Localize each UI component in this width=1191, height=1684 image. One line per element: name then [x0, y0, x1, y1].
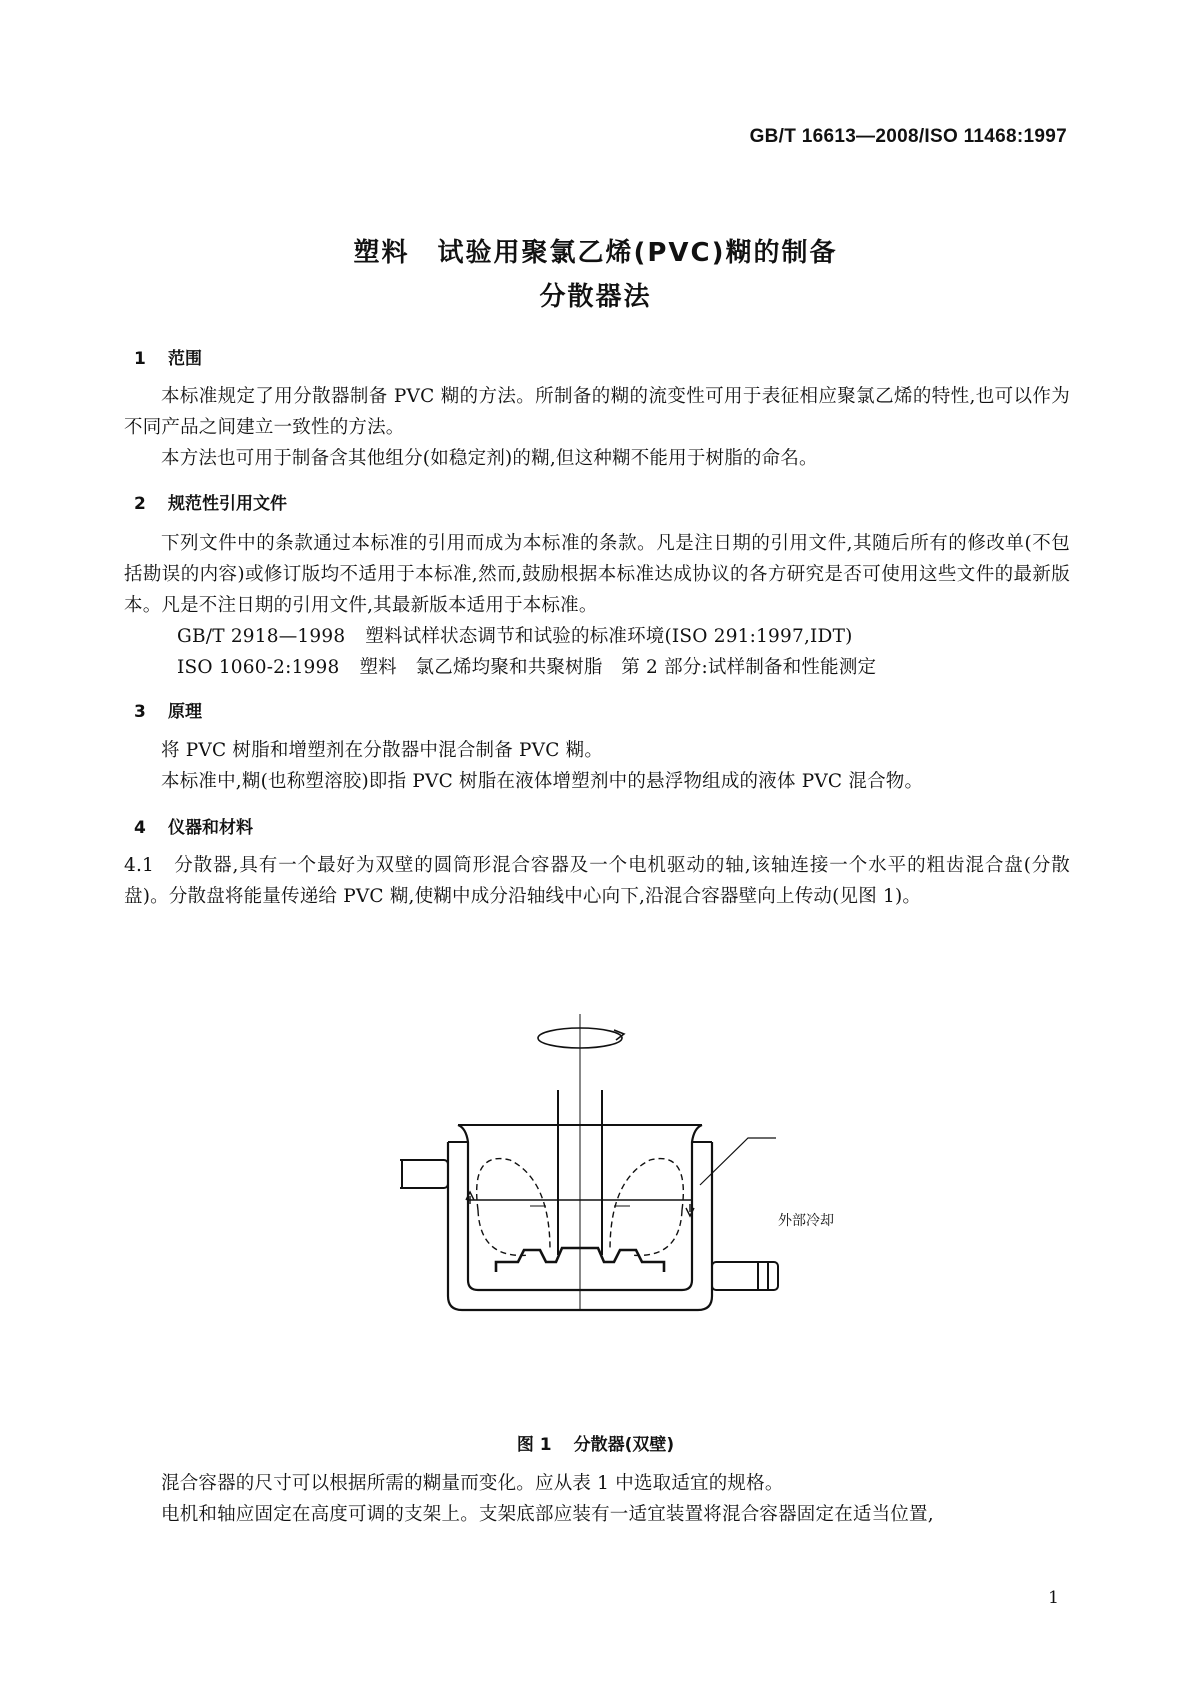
- reference-code: ISO 1060-2:1998: [177, 657, 340, 678]
- section-3-heading: [134, 697, 202, 722]
- section-title: 仪器和材料: [168, 818, 253, 838]
- paragraph-scope-2: 本方法也可用于制备含其他组分(如稳定剂)的糊,但这种糊不能用于树脂的命名。: [161, 448, 818, 469]
- paragraph-4-1-disperser: 4.1 分散器,具有一个最好为双壁的圆筒形混合容器及一个电机驱动的轴,该轴连接一个水平的粗齿混合盘(分散盘)。分散盘将能量传递给 PVC 糊,使糊中成分沿轴线中心向下,沿混合容器壁向上传动(见图 1)。: [124, 855, 1070, 907]
- page-number: 1: [1048, 1588, 1059, 1608]
- paragraph-vessel-size: 混合容器的尺寸可以根据所需的糊量而变化。应从表 1 中选取适宜的规格。: [161, 1473, 784, 1494]
- standard-number: GB/T 16613—2008/ISO 11468:1997: [749, 126, 1067, 147]
- external-cooling-callout: 外部冷却: [778, 1213, 834, 1229]
- disperser-diagram: [400, 1010, 780, 1390]
- document-title-line2: 分散器法: [539, 282, 652, 312]
- coolant-inlet-nozzle: [400, 1160, 448, 1188]
- section-title: 范围: [168, 349, 202, 369]
- document-title-line1: 塑料 试验用聚氯乙烯(PVC)糊的制备: [353, 238, 838, 268]
- paragraph-principle-1: 将 PVC 树脂和增塑剂在分散器中混合制备 PVC 糊。: [161, 740, 604, 761]
- figure-caption: [0, 1430, 1191, 1455]
- reference-code: GB/T 2918—1998: [177, 626, 346, 647]
- section-title: 规范性引用文件: [168, 494, 287, 514]
- section-number: 4: [134, 818, 146, 838]
- flow-pattern-left: [477, 1159, 550, 1256]
- reference-item: [177, 621, 853, 652]
- section-number: 2: [134, 494, 146, 514]
- reference-title: 塑料试样状态调节和试验的标准环境(ISO 291:1997,IDT): [365, 626, 853, 647]
- section-title: 原理: [168, 702, 202, 722]
- section-number: 1: [134, 349, 146, 369]
- figure-number: 图 1: [516, 1435, 552, 1455]
- section-number: 3: [134, 702, 146, 722]
- flow-pattern-right: [610, 1159, 683, 1256]
- section-4-heading: [134, 813, 253, 838]
- section-1-heading: [134, 344, 202, 369]
- paragraph-principle-2: 本标准中,糊(也称塑溶胶)即指 PVC 树脂在液体增塑剂中的悬浮物组成的液体 PVC 混合物。: [161, 771, 924, 792]
- section-2-heading: [134, 489, 287, 514]
- paragraph-motor-shaft: 电机和轴应固定在高度可调的支架上。支架底部应装有一适宜装置将混合容器固定在适当位置,: [161, 1504, 934, 1525]
- paragraph-scope: 本标准规定了用分散器制备 PVC 糊的方法。所制备的糊的流变性可用于表征相应聚氯乙烯的特性,也可以作为不同产品之间建立一致性的方法。: [124, 386, 1070, 438]
- reference-title: 塑料 氯乙烯均聚和共聚树脂 第 2 部分:试样制备和性能测定: [359, 657, 877, 678]
- reference-item: [177, 652, 876, 683]
- paragraph-normative-refs: 下列文件中的条款通过本标准的引用而成为本标准的条款。凡是注日期的引用文件,其随后所有的修改单(不包括勘误的内容)或修订版均不适用于本标准,然而,鼓励根据本标准达成协议的各方研究是否可使用这些文件的最新版本。凡是不注日期的引用文件,其最新版本适用于本标准。: [124, 533, 1070, 616]
- figure-title: 分散器(双壁): [573, 1435, 675, 1455]
